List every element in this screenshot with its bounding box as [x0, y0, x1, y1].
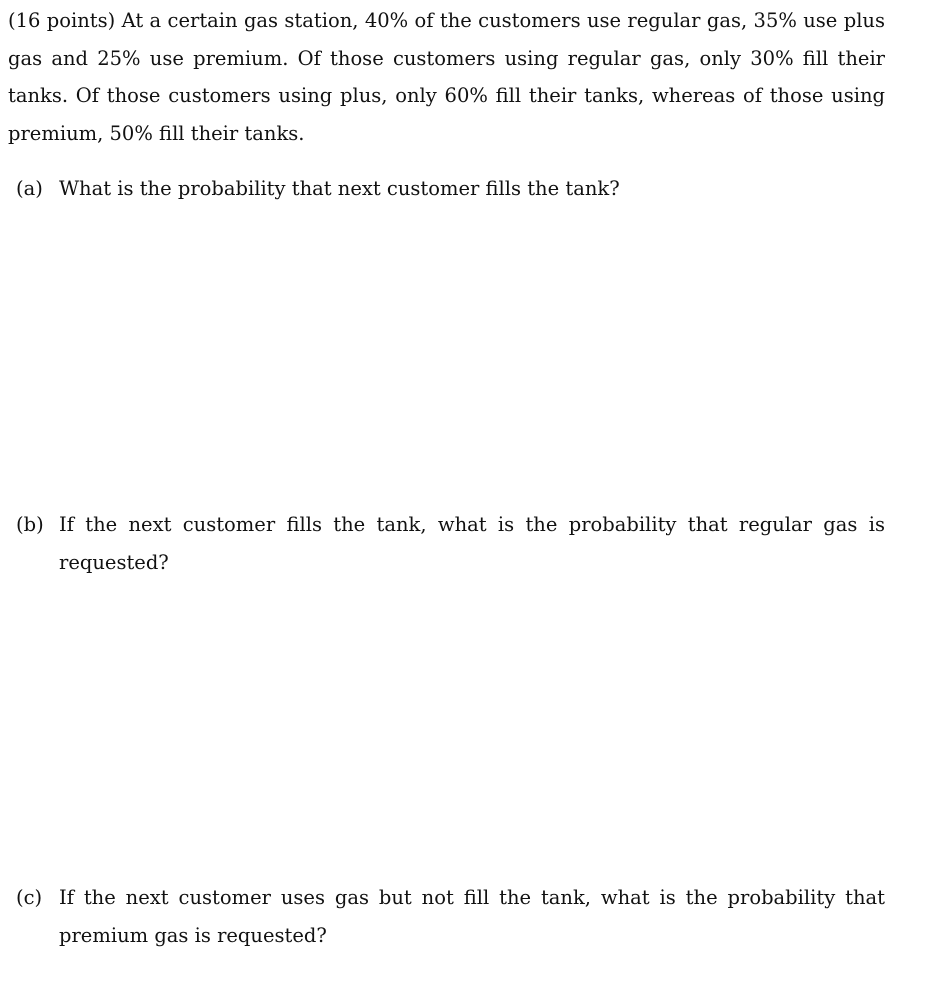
question-text: If the next customer uses gas but not fill the tank, what is the probability that premium gas is requested? [59, 886, 885, 947]
question-label: (c) [16, 886, 43, 909]
question-b [16, 506, 885, 581]
question-text: What is the probability that next customer fills the tank? [59, 177, 620, 200]
question-text: If the next customer fills the tank, what is the probability that regular gas is requested? [59, 513, 885, 574]
question-a [16, 170, 885, 208]
question-label: (b) [16, 513, 44, 536]
question-c [16, 879, 885, 954]
problem-statement: (16 points) At a certain gas station, 40% of the customers use regular gas, 35% use plus gas and 25% use premium. Of those customers using regular gas, only 30% fill their tanks. Of those customers using plus, only 60% fill their tanks, whereas of those using premium, 50% fill their tanks. [8, 9, 885, 145]
question-label: (a) [16, 177, 43, 200]
